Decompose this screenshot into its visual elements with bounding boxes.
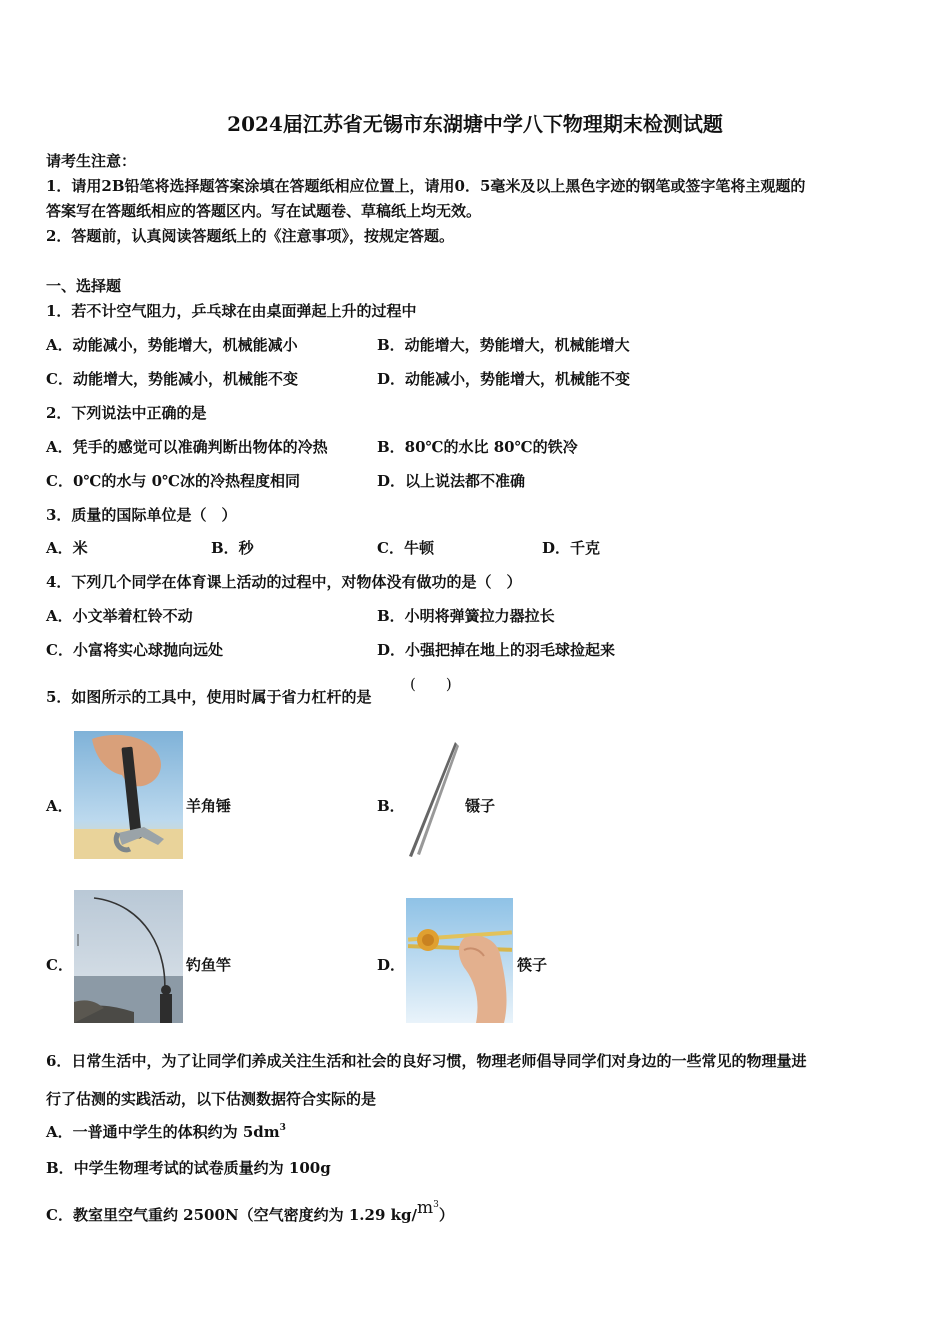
- q3-stem: 3．质量的国际单位是（ ）: [46, 506, 237, 524]
- tweezers-image: [403, 740, 459, 860]
- notice-line-2: 2．答题前，认真阅读答题纸上的《注意事项》，按规定答题。: [46, 227, 454, 245]
- q5-option-d-label: 筷子: [517, 956, 548, 974]
- q3-option-c: C．牛顿: [377, 539, 434, 557]
- q4-option-d: D．小强把掉在地上的羽毛球捡起来: [377, 641, 616, 659]
- q3-option-a: A．米: [46, 539, 88, 557]
- notice-heading: 请考生注意：: [46, 152, 137, 170]
- chopsticks-image: [406, 898, 513, 1023]
- q5-option-c-letter: C．: [46, 956, 73, 974]
- q5-option-a-letter: A．: [46, 797, 73, 815]
- fishing-rod-image: [74, 890, 183, 1023]
- notice-line-1a: 1．请用2B铅笔将选择题答案涂填在答题纸相应位置上，请用0．5毫米及以上黑色字迹的钢笔或签字笔将主观题的: [46, 177, 806, 195]
- q3-option-d: D．千克: [542, 539, 601, 557]
- q2-option-c: C．0℃的水与 0℃冰的冷热程度相同: [46, 472, 300, 490]
- section-heading: 一、选择题: [46, 277, 122, 295]
- q1-stem: 1．若不计空气阻力，乒乓球在由桌面弹起上升的过程中: [46, 302, 417, 320]
- q1-option-b: B．动能增大，势能增大，机械能增大: [377, 336, 630, 354]
- notice-line-1b: 答案写在答题纸相应的答题区内。写在试题卷、草稿纸上均无效。: [46, 202, 482, 220]
- q4-option-b: B．小明将弹簧拉力器拉长: [377, 607, 555, 625]
- q2-option-a: A．凭手的感觉可以准确判断出物体的冷热: [46, 438, 328, 456]
- q4-stem: 4．下列几个同学在体育课上活动的过程中，对物体没有做功的是（ ）: [46, 573, 522, 591]
- page-title: 2024届江苏省无锡市东湖塘中学八下物理期末检测试题: [227, 112, 723, 136]
- q1-option-d: D．动能减小，势能增大，机械能不变: [377, 370, 631, 388]
- q5-stem: 5．如图所示的工具中，使用时属于省力杠杆的是: [46, 688, 372, 706]
- q6-option-c: C．教室里空气重约 2500N（空气密度约为 1.29 $kg/m^3$）: [46, 1198, 454, 1224]
- q5-answer-paren: ( ): [410, 675, 452, 693]
- q5-option-c-label: 钓鱼竿: [186, 956, 232, 974]
- q5-option-a-label: 羊角锤: [186, 797, 232, 815]
- q5-option-d-letter: D．: [377, 956, 406, 974]
- q5-option-b-letter: B．: [377, 797, 405, 815]
- q2-option-d: D．以上说法都不准确: [377, 472, 526, 490]
- q6-stem-line-1: 6．日常生活中，为了让同学们养成关注生活和社会的良好习惯，物理老师倡导同学们对身边的一些常见的物理量进: [46, 1052, 807, 1070]
- q6-stem-line-2: 行了估测的实践活动，以下估测数据符合实际的是: [46, 1090, 377, 1108]
- q1-option-a: A．动能减小，势能增大，机械能减小: [46, 336, 298, 354]
- q6-option-b: B．中学生物理考试的试卷质量约为 100g: [46, 1159, 331, 1177]
- q4-option-a: A．小文举着杠铃不动: [46, 607, 193, 625]
- q4-option-c: C．小富将实心球抛向远处: [46, 641, 223, 659]
- claw-hammer-image: [74, 731, 183, 859]
- q3-option-b: B．秒: [211, 539, 254, 557]
- q6-option-a: A．一普通中学生的体积约为 $5dm^3$: [46, 1123, 286, 1141]
- q1-option-c: C．动能增大，势能减小，机械能不变: [46, 370, 298, 388]
- q5-option-b-label: 镊子: [465, 797, 496, 815]
- q2-stem: 2．下列说法中正确的是: [46, 404, 207, 422]
- q2-option-b: B．80℃的水比 80℃的铁冷: [377, 438, 578, 456]
